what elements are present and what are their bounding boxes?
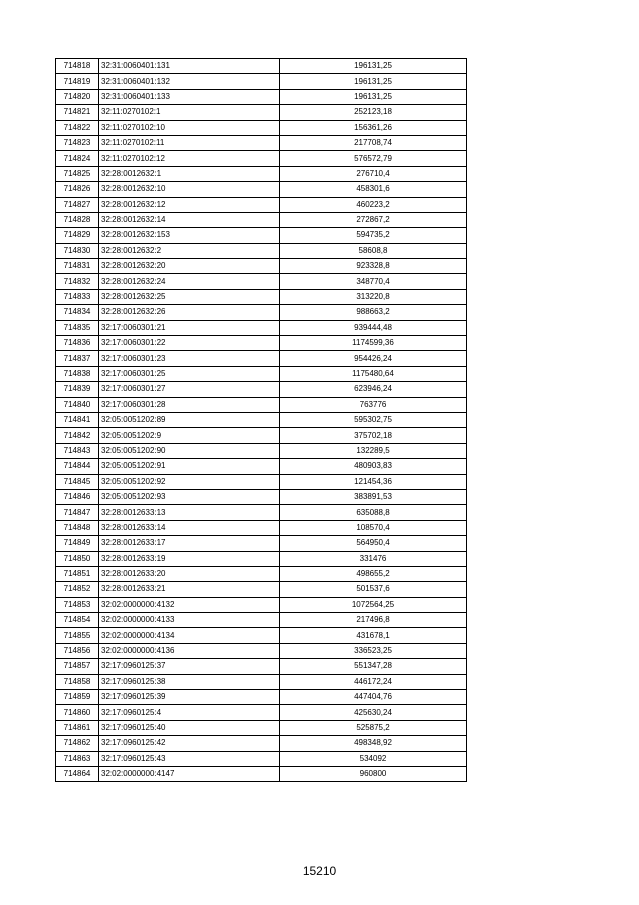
cadastral-number-cell: 32:28:0012632:20 [99,259,280,274]
value-cell: 383891,53 [280,489,467,504]
value-cell: 623946,24 [280,382,467,397]
value-cell: 564950,4 [280,536,467,551]
table-row [56,551,467,566]
table-row [56,289,467,304]
table-body [56,59,467,782]
table-row [56,613,467,628]
value-cell: 58608,8 [280,243,467,258]
table-row [56,397,467,412]
value-cell: 594735,2 [280,228,467,243]
value-cell: 595302,75 [280,412,467,427]
table-row [56,582,467,597]
row-number-cell: 714834 [56,305,99,320]
value-cell: 939444,48 [280,320,467,335]
cadastral-value-table [55,58,467,782]
cadastral-number-cell: 32:28:0012632:14 [99,212,280,227]
cadastral-number-cell: 32:17:0060301:23 [99,351,280,366]
table-row [56,151,467,166]
table-row [56,305,467,320]
table-row [56,135,467,150]
value-cell: 446172,24 [280,674,467,689]
row-number-cell: 714825 [56,166,99,181]
value-cell: 121454,36 [280,474,467,489]
value-cell: 923328,8 [280,259,467,274]
row-number-cell: 714844 [56,459,99,474]
table-row [56,736,467,751]
row-number-cell: 714822 [56,120,99,135]
row-number-cell: 714837 [56,351,99,366]
table-row [56,459,467,474]
value-cell: 460223,2 [280,197,467,212]
cadastral-number-cell: 32:28:0012633:21 [99,582,280,597]
row-number-cell: 714847 [56,505,99,520]
value-cell: 635088,8 [280,505,467,520]
row-number-cell: 714827 [56,197,99,212]
value-cell: 1175480,64 [280,366,467,381]
value-cell: 551347,28 [280,659,467,674]
table-row [56,690,467,705]
value-cell: 336523,25 [280,643,467,658]
value-cell: 480903,83 [280,459,467,474]
value-cell: 196131,25 [280,89,467,104]
cadastral-number-cell: 32:17:0060301:25 [99,366,280,381]
cadastral-number-cell: 32:31:0060401:133 [99,89,280,104]
table-row [56,182,467,197]
value-cell: 525875,2 [280,720,467,735]
table-row [56,751,467,766]
row-number-cell: 714858 [56,674,99,689]
value-cell: 375702,18 [280,428,467,443]
table-row [56,597,467,612]
table-row [56,766,467,781]
row-number-cell: 714828 [56,212,99,227]
row-number-cell: 714840 [56,397,99,412]
row-number-cell: 714831 [56,259,99,274]
row-number-cell: 714849 [56,536,99,551]
table-row [56,412,467,427]
cadastral-number-cell: 32:11:0270102:12 [99,151,280,166]
value-cell: 954426,24 [280,351,467,366]
row-number-cell: 714859 [56,690,99,705]
value-cell: 498348,92 [280,736,467,751]
table-row [56,197,467,212]
cadastral-number-cell: 32:17:0060301:22 [99,336,280,351]
table-row [56,59,467,74]
value-cell: 217496,8 [280,613,467,628]
table-row [56,536,467,551]
row-number-cell: 714832 [56,274,99,289]
cadastral-number-cell: 32:28:0012632:25 [99,289,280,304]
cadastral-number-cell: 32:05:0051202:90 [99,443,280,458]
cadastral-number-cell: 32:02:0000000:4134 [99,628,280,643]
table-row [56,120,467,135]
row-number-cell: 714826 [56,182,99,197]
row-number-cell: 714842 [56,428,99,443]
table-row [56,674,467,689]
row-number-cell: 714833 [56,289,99,304]
cadastral-number-cell: 32:28:0012632:24 [99,274,280,289]
table-row [56,643,467,658]
row-number-cell: 714829 [56,228,99,243]
row-number-cell: 714820 [56,89,99,104]
cadastral-number-cell: 32:17:0960125:38 [99,674,280,689]
cadastral-number-cell: 32:17:0960125:39 [99,690,280,705]
row-number-cell: 714857 [56,659,99,674]
cadastral-number-cell: 32:17:0960125:37 [99,659,280,674]
cadastral-number-cell: 32:05:0051202:89 [99,412,280,427]
table-row [56,659,467,674]
row-number-cell: 714835 [56,320,99,335]
cadastral-number-cell: 32:28:0012632:26 [99,305,280,320]
row-number-cell: 714838 [56,366,99,381]
cadastral-number-cell: 32:11:0270102:10 [99,120,280,135]
table-row [56,566,467,581]
row-number-cell: 714854 [56,613,99,628]
row-number-cell: 714845 [56,474,99,489]
value-cell: 447404,76 [280,690,467,705]
table-row [56,166,467,181]
table-row [56,259,467,274]
value-cell: 960800 [280,766,467,781]
table-row [56,366,467,381]
row-number-cell: 714821 [56,105,99,120]
cadastral-number-cell: 32:02:0000000:4136 [99,643,280,658]
table-row [56,443,467,458]
table-row [56,474,467,489]
table-row [56,105,467,120]
value-cell: 1174599,36 [280,336,467,351]
value-cell: 348770,4 [280,274,467,289]
table-row [56,520,467,535]
value-cell: 501537,6 [280,582,467,597]
cadastral-number-cell: 32:05:0051202:9 [99,428,280,443]
value-cell: 431678,1 [280,628,467,643]
row-number-cell: 714855 [56,628,99,643]
row-number-cell: 714856 [56,643,99,658]
value-cell: 534092 [280,751,467,766]
table-row [56,489,467,504]
row-number-cell: 714839 [56,382,99,397]
value-cell: 313220,8 [280,289,467,304]
table-row [56,705,467,720]
value-cell: 196131,25 [280,74,467,89]
cadastral-number-cell: 32:28:0012633:17 [99,536,280,551]
table-row [56,720,467,735]
table-row [56,89,467,104]
row-number-cell: 714860 [56,705,99,720]
value-cell: 331476 [280,551,467,566]
cadastral-number-cell: 32:28:0012632:1 [99,166,280,181]
cadastral-number-cell: 32:31:0060401:131 [99,59,280,74]
cadastral-number-cell: 32:11:0270102:1 [99,105,280,120]
row-number-cell: 714841 [56,412,99,427]
cadastral-number-cell: 32:28:0012633:14 [99,520,280,535]
row-number-cell: 714850 [56,551,99,566]
cadastral-number-cell: 32:17:0060301:21 [99,320,280,335]
value-cell: 1072564,25 [280,597,467,612]
cadastral-number-cell: 32:28:0012632:12 [99,197,280,212]
value-cell: 576572,79 [280,151,467,166]
cadastral-number-cell: 32:28:0012632:10 [99,182,280,197]
cadastral-number-cell: 32:05:0051202:92 [99,474,280,489]
table-row [56,274,467,289]
cadastral-number-cell: 32:11:0270102:11 [99,135,280,150]
row-number-cell: 714824 [56,151,99,166]
table-row [56,382,467,397]
value-cell: 763776 [280,397,467,412]
cadastral-number-cell: 32:28:0012632:2 [99,243,280,258]
value-cell: 425630,24 [280,705,467,720]
table-row [56,320,467,335]
row-number-cell: 714830 [56,243,99,258]
value-cell: 988663,2 [280,305,467,320]
table-row [56,505,467,520]
value-cell: 108570,4 [280,520,467,535]
value-cell: 276710,4 [280,166,467,181]
cadastral-number-cell: 32:31:0060401:132 [99,74,280,89]
row-number-cell: 714823 [56,135,99,150]
row-number-cell: 714864 [56,766,99,781]
table-row [56,74,467,89]
row-number-cell: 714851 [56,566,99,581]
value-cell: 272867,2 [280,212,467,227]
cadastral-number-cell: 32:17:0960125:42 [99,736,280,751]
cadastral-number-cell: 32:17:0060301:27 [99,382,280,397]
cadastral-number-cell: 32:17:0960125:43 [99,751,280,766]
value-cell: 196131,25 [280,59,467,74]
value-cell: 156361,26 [280,120,467,135]
cadastral-number-cell: 32:28:0012633:13 [99,505,280,520]
table-row [56,428,467,443]
row-number-cell: 714818 [56,59,99,74]
value-cell: 252123,18 [280,105,467,120]
cadastral-number-cell: 32:05:0051202:91 [99,459,280,474]
cadastral-number-cell: 32:28:0012633:20 [99,566,280,581]
cadastral-number-cell: 32:17:0060301:28 [99,397,280,412]
row-number-cell: 714819 [56,74,99,89]
row-number-cell: 714848 [56,520,99,535]
row-number-cell: 714861 [56,720,99,735]
cadastral-number-cell: 32:02:0000000:4133 [99,613,280,628]
table-row [56,228,467,243]
value-cell: 217708,74 [280,135,467,150]
cadastral-number-cell: 32:05:0051202:93 [99,489,280,504]
value-cell: 132289,5 [280,443,467,458]
cadastral-number-cell: 32:17:0960125:40 [99,720,280,735]
cadastral-number-cell: 32:02:0000000:4147 [99,766,280,781]
table-row [56,212,467,227]
cadastral-number-cell: 32:28:0012632:153 [99,228,280,243]
table-row [56,243,467,258]
cadastral-number-cell: 32:17:0960125:4 [99,705,280,720]
table-row [56,351,467,366]
row-number-cell: 714862 [56,736,99,751]
row-number-cell: 714852 [56,582,99,597]
cadastral-number-cell: 32:28:0012633:19 [99,551,280,566]
row-number-cell: 714863 [56,751,99,766]
table-row [56,336,467,351]
row-number-cell: 714853 [56,597,99,612]
value-cell: 458301,6 [280,182,467,197]
row-number-cell: 714843 [56,443,99,458]
page-number: 15210 [302,864,337,878]
table-row [56,628,467,643]
row-number-cell: 714836 [56,336,99,351]
cadastral-number-cell: 32:02:0000000:4132 [99,597,280,612]
value-cell: 498655,2 [280,566,467,581]
row-number-cell: 714846 [56,489,99,504]
